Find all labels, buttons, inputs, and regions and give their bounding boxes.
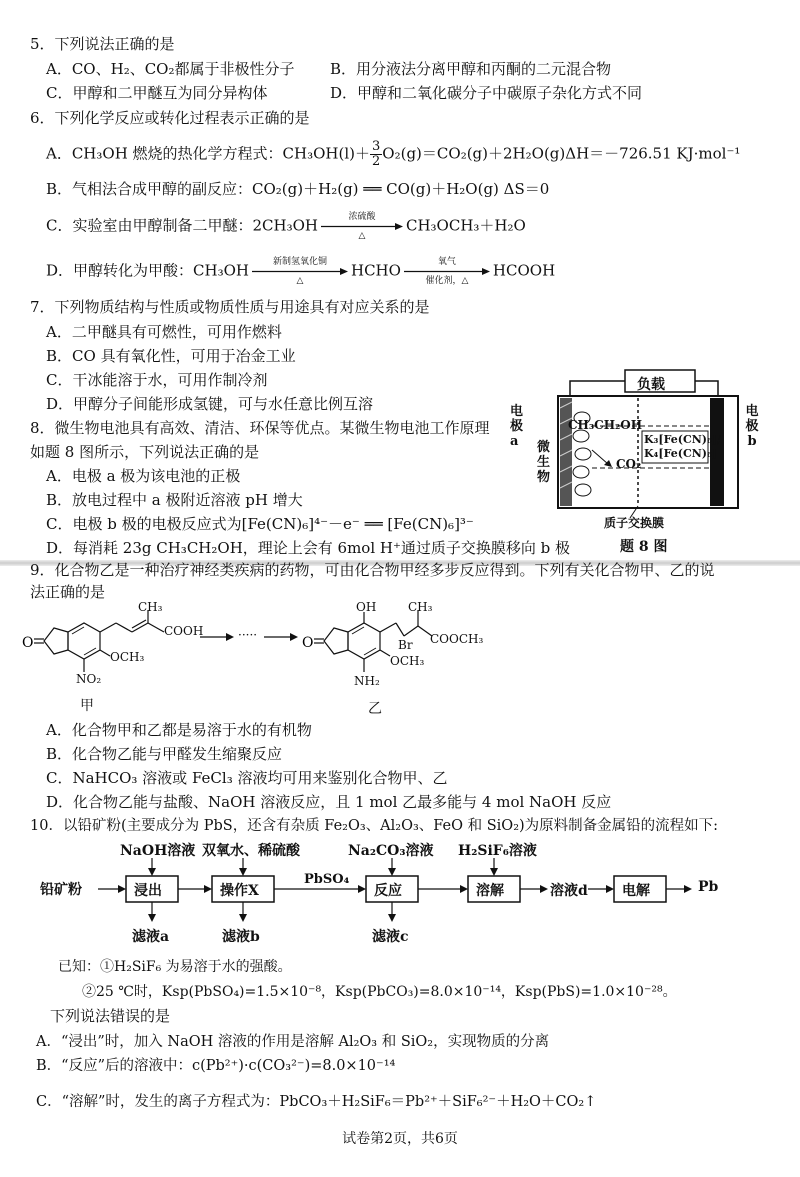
jia-ch3: CH₃ xyxy=(138,600,163,614)
q8-option-c: C．电极 b 极的电极反应式为[Fe(CN)₆]⁴⁻－e⁻ ══ [Fe(CN)₆]³⁻ xyxy=(46,515,474,533)
reaction-arrow xyxy=(404,257,490,286)
svg-text:O: O xyxy=(302,635,314,651)
flow-filtrate-c: 滤液c xyxy=(372,929,409,945)
q5-stem: 5．下列说法正确的是 xyxy=(30,35,175,53)
q5-option-c: C．甲醇和二甲醚互为同分异构体 xyxy=(46,84,268,102)
microbe xyxy=(575,448,591,460)
co2-label: CO₂ xyxy=(616,457,642,471)
arrow-condition-top: 新制氢氧化铜 xyxy=(272,257,327,267)
arrow-condition-bottom: △ xyxy=(358,231,366,241)
flow-step-dissolve: 溶解 xyxy=(476,883,504,899)
arrow-condition-bottom: △ xyxy=(296,276,304,286)
fe3-label: K₃[Fe(CN)₆]/ xyxy=(644,433,722,446)
arrow-condition-bottom: 催化剂，△ xyxy=(425,276,469,286)
q9-option-b: B．化合物乙能与甲醛发生缩聚反应 xyxy=(46,745,283,763)
q7-option-b: B．CO 具有氧化性，可用于冶金工业 xyxy=(46,347,296,365)
fraction xyxy=(370,140,382,169)
electrode-a-label: 电极a xyxy=(510,404,524,449)
q10-ask: 下列说法错误的是 xyxy=(50,1007,171,1025)
q10-option-a: A．“浸出”时，加入 NaOH 溶液的作用是溶解 Al₂O₃ 和 SiO₂，实现物质的分离 xyxy=(36,1034,550,1050)
q7-option-d: D．甲醇分子间能形成氢键，可与水任意比例互溶 xyxy=(46,395,374,413)
q7-option-a: A．二甲醚具有可燃性，可用作燃料 xyxy=(46,323,282,341)
membrane-label: 质子交换膜 xyxy=(604,516,665,530)
process-dots: ····· xyxy=(238,628,258,642)
microbe xyxy=(573,466,589,478)
q7-stem: 7．下列物质结构与性质或物质性质与用途具有对应关系的是 xyxy=(30,298,430,316)
q6-option-b: B．气相法合成甲醇的副反应：CO₂(g)＋H₂(g) ══ CO(g)＋H₂O(g) ΔS＝0 xyxy=(46,180,550,198)
jia-name: 甲 xyxy=(80,698,94,714)
yi-nh2: NH₂ xyxy=(354,674,380,688)
microbe-label: 微生物 xyxy=(537,440,551,485)
q5-option-a: A．CO、H₂、CO₂都属于非极性分子 xyxy=(46,60,295,78)
flow-solution-d: 溶液d xyxy=(550,883,588,899)
q10-known-2: ②25 ℃时，Ksp(PbSO₄)=1.5×10⁻⁸，Ksp(PbCO₃)=8.0×10⁻¹⁴，Ksp(PbS)=1.0×10⁻²⁸。 xyxy=(82,984,677,1000)
electrode-a xyxy=(560,398,572,506)
q7-option-c: C．干冰能溶于水，可用作制冷剂 xyxy=(46,371,268,389)
flow-reagent-h2o2: 双氧水、稀硫酸 xyxy=(202,843,300,859)
ethanol-label: CH₃CH₂OH xyxy=(568,418,643,432)
q6-stem: 6．下列化学反应或转化过程表示正确的是 xyxy=(30,109,310,127)
fe4-label: K₄[Fe(CN)₆] xyxy=(644,447,718,460)
q8-stem-line2: 如题 8 图所示，下列说法正确的是 xyxy=(30,443,260,461)
q8-stem-line1: 8．微生物电池具有高效、清洁、环保等优点。某微生物电池工作原理 xyxy=(30,419,490,437)
q6-option-a xyxy=(46,140,740,169)
microbe xyxy=(575,484,591,496)
yi-name: 乙 xyxy=(368,701,382,717)
q6-d-prefix: D．甲醇转化为甲酸：CH₃OH xyxy=(46,261,249,280)
q5-option-d: D．甲醇和二氧化碳分子中碳原子杂化方式不同 xyxy=(330,84,643,102)
q10-stem: 10．以铅矿粉(主要成分为 PbS，还含有杂质 Fe₂O₃、Al₂O₃、FeO 和 SiO₂)为原料制备金属铅的流程如下: xyxy=(30,818,719,834)
flow-start: 铅矿粉 xyxy=(40,882,82,898)
q6-c-suffix: CH₃OCH₃＋H₂O xyxy=(405,216,526,235)
yi-och3: OCH₃ xyxy=(390,654,425,668)
q5-option-b: B．用分液法分离甲醇和丙酮的二元混合物 xyxy=(330,60,612,78)
fraction-numerator: 3 xyxy=(372,139,381,154)
flow-step-react: 反应 xyxy=(374,883,402,899)
yi-cooch3: COOCH₃ xyxy=(430,632,484,646)
flow-step-leach: 浸出 xyxy=(134,883,162,899)
arrow-condition-top: 浓硫酸 xyxy=(348,212,376,222)
q9-stem-line2: 法正确的是 xyxy=(30,583,106,601)
page-footer: 试卷第2页，共6页 xyxy=(342,1131,458,1147)
yi-br: Br xyxy=(398,638,413,652)
flow-reagent-naoh: NaOH溶液 xyxy=(120,843,196,859)
arrow-icon xyxy=(252,267,348,276)
q9-stem-line1: 9．化合物乙是一种治疗神经类疾病的药物，可由化合物甲经多步反应得到。下列有关化合物甲、乙的说 xyxy=(30,561,715,579)
load-label: 负载 xyxy=(637,377,665,393)
electrode-b-label: 电极b xyxy=(745,404,759,449)
flow-end-pb: Pb xyxy=(698,879,719,895)
yi-oh: OH xyxy=(356,600,377,614)
arrow-condition-top: 氧气 xyxy=(437,257,456,267)
q10-known-1: 已知：①H₂SiF₆ 为易溶于水的强酸。 xyxy=(58,959,292,975)
q9-option-c: C．NaHCO₃ 溶液或 FeCl₃ 溶液均可用来鉴别化合物甲、乙 xyxy=(46,769,448,787)
flow-filtrate-b: 滤液b xyxy=(222,929,260,945)
figure-8-caption: 题 8 图 xyxy=(620,539,668,555)
q6-c-prefix: C．实验室由甲醇制备二甲醚：2CH₃OH xyxy=(46,216,318,235)
q10-option-b: B．“反应”后的溶液中：c(Pb²⁺)·c(CO₃²⁻)=8.0×10⁻¹⁴ xyxy=(36,1058,396,1074)
q8-option-a: A．电极 a 极为该电池的正极 xyxy=(46,467,241,485)
q6-a-suffix: O₂(g)＝CO₂(g)＋2H₂O(g)ΔH＝－726.51 KJ·mol⁻¹ xyxy=(382,144,741,163)
q8-option-b: B．放电过程中 a 极附近溶液 pH 增大 xyxy=(46,491,303,509)
flow-reagent-h2sif6: H₂SiF₆溶液 xyxy=(458,843,537,859)
q9-option-d: D．化合物乙能与盐酸、NaOH 溶液反应，且 1 mol 乙最多能与 4 mol NaOH 反应 xyxy=(46,793,612,811)
q6-d-suffix: HCOOH xyxy=(492,261,556,280)
reaction-arrow xyxy=(252,257,348,286)
svg-text:O: O xyxy=(22,635,34,651)
fraction-denominator: 2 xyxy=(372,154,381,169)
flow-pbso4: PbSO₄ xyxy=(304,872,350,887)
flow-filtrate-a: 滤液a xyxy=(132,929,170,945)
q6-option-c xyxy=(46,212,526,241)
arrow-icon xyxy=(321,222,403,231)
flow-step-x: 操作X xyxy=(220,883,259,899)
q6-d-middle: HCHO xyxy=(350,261,401,280)
jia-och3: OCH₃ xyxy=(110,650,145,664)
jia-cooh: COOH xyxy=(164,624,204,638)
q8-option-d: D．每消耗 23g CH₃CH₂OH，理论上会有 6mol H⁺通过质子交换膜移向 b 极 xyxy=(46,539,571,557)
arrow-icon xyxy=(404,267,490,276)
q6-a-prefix: A．CH₃OH 燃烧的热化学方程式：CH₃OH(l)＋ xyxy=(46,144,371,163)
flow-step-electrolysis: 电解 xyxy=(622,883,650,899)
q9-option-a: A．化合物甲和乙都是易溶于水的有机物 xyxy=(46,721,312,739)
q10-option-c: C．“溶解”时，发生的离子方程式为：PbCO₃＋H₂SiF₆＝Pb²⁺＋SiF₆²⁻＋H₂O＋CO₂↑ xyxy=(36,1094,597,1110)
yi-ch3: CH₃ xyxy=(408,600,433,614)
jia-no2: NO₂ xyxy=(76,672,102,686)
reaction-arrow xyxy=(321,212,403,241)
flow-reagent-na2co3: Na₂CO₃溶液 xyxy=(348,843,434,859)
q6-option-d xyxy=(46,257,555,286)
